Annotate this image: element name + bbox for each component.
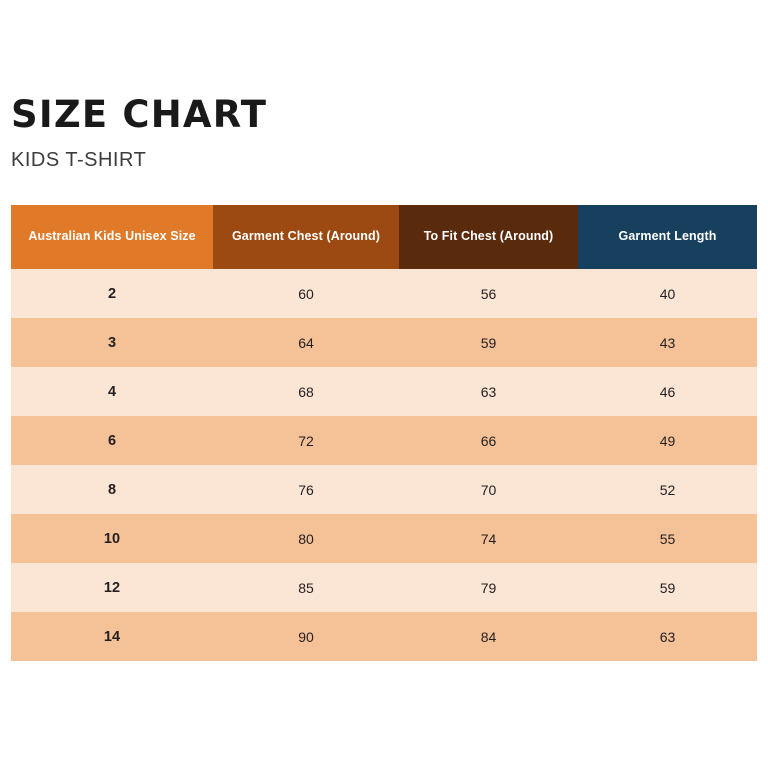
cell-to-fit-chest: 74: [480, 530, 497, 547]
cell-to-fit-chest: 63: [480, 383, 497, 400]
cell-garment-length: 46: [659, 383, 676, 400]
cell-garment-chest: 60: [298, 285, 314, 302]
cell-to-fit-chest: 70: [480, 481, 497, 498]
cell-garment-length: 63: [659, 628, 676, 645]
cell-to-fit-chest: 84: [480, 628, 497, 645]
table-row: [11, 612, 757, 661]
cell-garment-length: 52: [659, 481, 676, 498]
table-header-row: [11, 205, 757, 269]
cell-garment-chest: 90: [298, 628, 314, 645]
cell-to-fit-chest: 59: [480, 334, 497, 351]
table-row: [11, 563, 757, 612]
table-row: [11, 269, 757, 318]
cell-garment-length: 43: [659, 334, 676, 351]
cell-size: 6: [107, 432, 117, 449]
page-subtitle: KIDS T-SHIRT: [11, 148, 147, 171]
cell-to-fit-chest: 79: [480, 579, 497, 596]
title-block: [11, 93, 751, 172]
cell-garment-length: 59: [659, 579, 676, 596]
cell-garment-length: 49: [659, 432, 676, 449]
size-chart-table-wrap: [11, 205, 757, 661]
table-row: [11, 514, 757, 563]
cell-size: 2: [107, 285, 117, 302]
cell-size: 8: [107, 481, 117, 498]
table-header: [11, 205, 757, 269]
cell-garment-chest: 64: [298, 334, 314, 351]
cell-to-fit-chest: 56: [480, 285, 497, 302]
cell-size: 4: [107, 383, 117, 400]
cell-garment-chest: 72: [298, 432, 314, 449]
size-chart-table: [11, 205, 757, 661]
cell-garment-chest: 80: [298, 530, 314, 547]
cell-size: 3: [107, 334, 117, 351]
cell-garment-chest: 76: [298, 481, 314, 498]
table-row: [11, 416, 757, 465]
cell-size: 10: [103, 530, 121, 547]
cell-size: 12: [103, 579, 121, 596]
table-row: [11, 465, 757, 514]
column-header-to-fit-chest: To Fit Chest (Around): [399, 205, 578, 269]
cell-garment-chest: 85: [298, 579, 314, 596]
table-row: [11, 367, 757, 416]
column-header-size: Australian Kids Unisex Size: [11, 205, 213, 269]
cell-garment-length: 40: [659, 285, 676, 302]
page-title: SIZE CHART: [11, 93, 268, 136]
table-row: [11, 318, 757, 367]
cell-garment-length: 55: [659, 530, 676, 547]
cell-garment-chest: 68: [298, 383, 314, 400]
table-body: [11, 269, 757, 661]
column-header-garment-chest: Garment Chest (Around): [213, 205, 399, 269]
cell-to-fit-chest: 66: [480, 432, 497, 449]
cell-size: 14: [103, 628, 121, 645]
column-header-garment-length: Garment Length: [578, 205, 757, 269]
